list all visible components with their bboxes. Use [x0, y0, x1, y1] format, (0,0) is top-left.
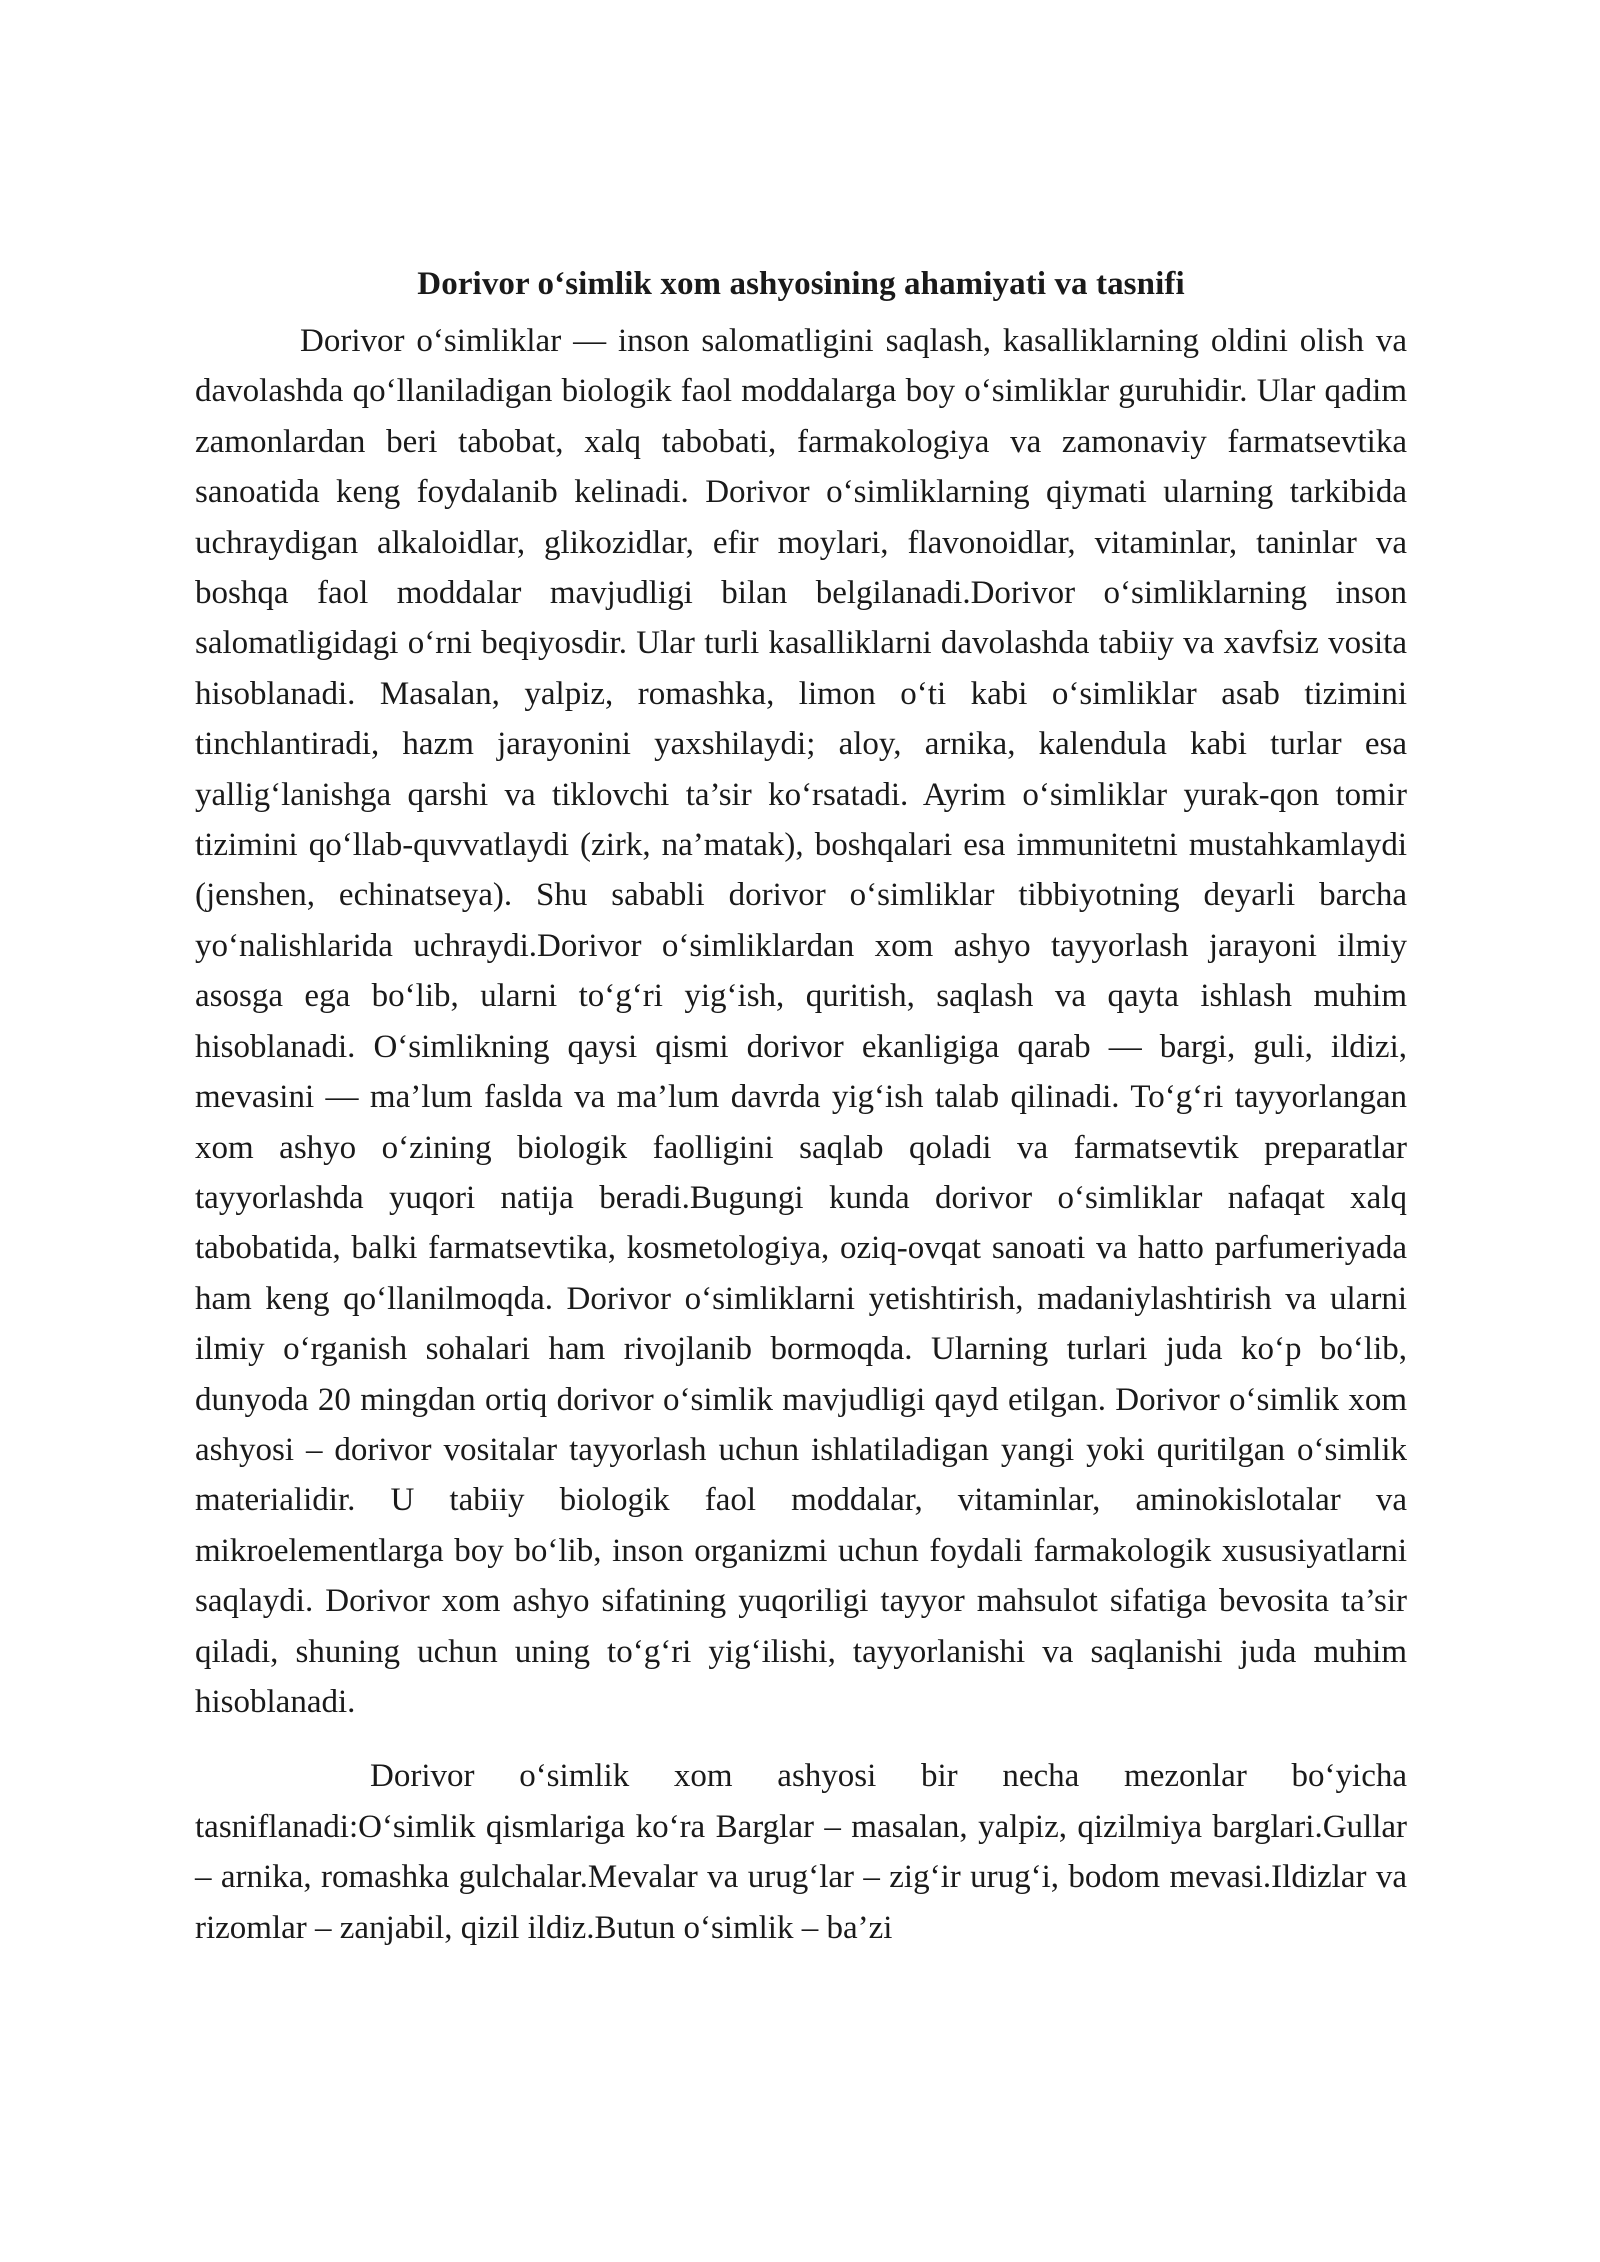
paragraph-classification: Dorivor o‘simlik xom ashyosi bir necha mezonlar bo‘yicha tasniflanadi:O‘simlik qismlariga ko‘ra Barglar – masalan, yalpiz, qizilmiya barglari.Gullar – arnika, romashka gulchalar.Mevalar va urug‘lar – zig‘ir urug‘i, bodom mevasi.Ildizlar va rizomlar – zanjabil, qizil ildiz.Butun o‘simlik – ba’zi [195, 1758, 1407, 1946]
paragraph-intro: Dorivor o‘simliklar — inson salomatligini saqlash, kasalliklarning oldini olish va davolashda qo‘llaniladigan biologik faol moddalarga boy o‘simliklar guruhidir. Ular qadim zamonlardan beri tabobat, xalq tabobati, farmakologiya va zamonaviy farmatsevtika sanoatida keng foydalanib kelinadi. Dorivor o‘simliklarning qiymati ularning tarkibida uchraydigan alkaloidlar, glikozidlar, efir moylari, flavonoidlar, vitaminlar, taninlar va boshqa faol moddalar mavjudligi bilan belgilanadi.Dorivor o‘simliklarning inson salomatligidagi o‘rni beqiyosdir. Ular turli kasalliklarni davolashda tabiiy va xavfsiz vosita hisoblanadi. Masalan, yalpiz, romashka, limon o‘ti kabi o‘simliklar asab tizimini tinchlantiradi, hazm jarayonini yaxshilaydi; aloy, arnika, kalendula kabi turlar esa yallig‘lanishga qarshi va tiklovchi ta’sir ko‘rsatadi. Ayrim o‘simliklar yurak-qon tomir tizimini qo‘llab-quvvatlaydi (zirk, na’matak), boshqalari esa immunitetni mustahkamlaydi (jenshen, echinatseya). Shu sababli dorivor o‘simliklar tibbiyotning deyarli barcha yo‘nalishlarida uchraydi.Dorivor o‘simliklardan xom ashyo tayyorlash jarayoni ilmiy asosga ega bo‘lib, ularni to‘g‘ri yig‘ish, quritish, saqlash va qayta ishlash muhim hisoblanadi. O‘simlikning qaysi qismi dorivor ekanligiga qarab — bargi, guli, ildizi, mevasini — ma’lum faslda va ma’lum davrda yig‘ish talab qilinadi. To‘g‘ri tayyorlangan xom ashyo o‘zining biologik faolligini saqlab qoladi va farmatsevtik preparatlar tayyorlashda yuqori natija beradi.Bugungi kunda dorivor o‘simliklar nafaqat xalq tabobatida, balki farmatsevtika, kosmetologiya, oziq-ovqat sanoati va hatto parfumeriyada ham keng qo‘llanilmoqda. Dorivor o‘simliklarni yetishtirish, madaniylashtirish va ularni ilmiy o‘rganish sohalari ham rivojlanib bormoqda. Ularning turlari juda ko‘p bo‘lib, dunyoda 20 mingdan ortiq dorivor o‘simlik mavjudligi qayd etilgan. Dorivor o‘simlik xom ashyosi – dorivor vositalar tayyorlash uchun ishlatiladigan yangi yoki quritilgan o‘simlik materialidir. U tabiiy biologik faol moddalar, vitaminlar, aminokislotalar va mikroelementlarga boy bo‘lib, inson organizmi uchun foydali farmakologik xususiyatlarni saqlaydi. Dorivor xom ashyo sifatining yuqoriligi tayyor mahsulot sifatiga bevosita ta’sir qiladi, shuning uchun uning to‘g‘ri yig‘ilishi, tayyorlanishi va saqlanishi juda muhim hisoblanadi. [195, 323, 1407, 1720]
document-title: Dorivor o‘simlik xom ashyosining ahamiyati va tasnifi [417, 266, 1185, 302]
document-page [195, 262, 1407, 1953]
